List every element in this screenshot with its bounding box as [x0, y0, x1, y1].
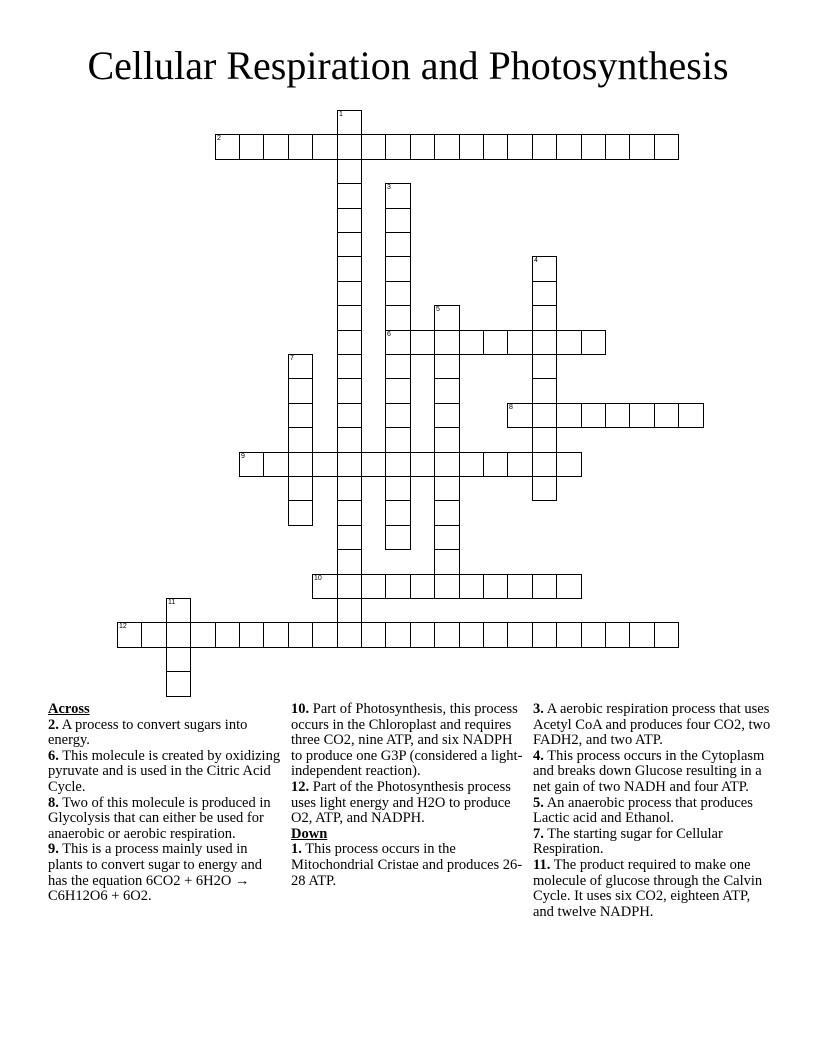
crossword-cell[interactable]: [312, 452, 338, 477]
down-heading: Down: [291, 825, 328, 842]
crossword-cell[interactable]: [337, 159, 362, 184]
clue-number: 10.: [291, 701, 310, 717]
crossword-cell[interactable]: [581, 330, 606, 355]
clue-across-10: [291, 702, 527, 780]
clue-across-9: [48, 842, 284, 904]
clue-down-11: [533, 858, 773, 920]
crossword-cell[interactable]: [337, 574, 362, 599]
crossword-cell[interactable]: [581, 134, 606, 160]
clue-number-label: 3: [387, 184, 391, 191]
crossword-cell[interactable]: [385, 256, 411, 282]
crossword-cell[interactable]: [288, 134, 313, 160]
crossword-cell[interactable]: [483, 452, 508, 477]
clue-number-label: 6: [387, 331, 391, 338]
crossword-cell[interactable]: [385, 525, 411, 550]
clue-text: Two of this molecule is produced in Glycolysis that can either be used for anaerobic or aerobic respiration.: [48, 794, 271, 842]
crossword-cell[interactable]: [483, 574, 508, 599]
crossword-cell[interactable]: [288, 452, 313, 477]
clue-text: This is a process mainly used in plants to convert sugar to energy and has the equation 6CO2 + 6H2O → C6H12O6 + 6O2.: [48, 841, 262, 905]
crossword-cell[interactable]: [532, 452, 557, 477]
crossword-cell[interactable]: [337, 330, 362, 355]
crossword-cell[interactable]: [507, 574, 533, 599]
crossword-cell[interactable]: [434, 378, 460, 404]
clue-number: 12.: [291, 778, 310, 795]
crossword-cell[interactable]: [288, 403, 313, 428]
crossword-cell[interactable]: [434, 525, 460, 550]
crossword-cell[interactable]: [410, 330, 435, 355]
crossword-cell[interactable]: [337, 305, 362, 331]
clue-number-label: 9: [241, 453, 245, 460]
crossword-cell[interactable]: [288, 476, 313, 501]
clue-number-label: 7: [290, 355, 294, 362]
crossword-cell[interactable]: [385, 427, 411, 453]
crossword-cell[interactable]: [385, 354, 411, 379]
crossword-cell[interactable]: [166, 622, 191, 648]
crossword-cell[interactable]: [532, 622, 557, 648]
clue-number-label: 1: [339, 111, 343, 118]
clue-number: 1.: [291, 841, 302, 858]
clue-down-7: [533, 827, 773, 858]
crossword-cell[interactable]: [337, 403, 362, 428]
crossword-cell[interactable]: [654, 403, 679, 428]
crossword-cell[interactable]: [532, 354, 557, 379]
crossword-cell[interactable]: [288, 427, 313, 453]
clue-number-label: 2: [217, 135, 221, 142]
crossword-cell[interactable]: [532, 403, 557, 428]
crossword-cell[interactable]: [483, 622, 508, 648]
clue-text: An anaerobic process that produces Lactic acid and Ethanol.: [533, 794, 753, 827]
crossword-cell[interactable]: [385, 476, 411, 501]
clue-number-label: 4: [534, 257, 538, 264]
crossword-cell[interactable]: [532, 281, 557, 306]
crossword-cell[interactable]: [532, 256, 557, 282]
crossword-cell[interactable]: [434, 476, 460, 501]
crossword-cell[interactable]: [532, 574, 557, 599]
crossword-cell[interactable]: [385, 208, 411, 233]
crossword-cell[interactable]: [507, 452, 533, 477]
crossword-cell[interactable]: [434, 305, 460, 331]
crossword-cell[interactable]: [678, 403, 704, 428]
crossword-cell[interactable]: [337, 427, 362, 453]
crossword-cell[interactable]: [337, 183, 362, 209]
crossword-cell[interactable]: [239, 452, 264, 477]
crossword-cell[interactable]: [337, 622, 362, 648]
crossword-cell[interactable]: [434, 622, 460, 648]
crossword-cell[interactable]: [532, 476, 557, 501]
crossword-cell[interactable]: [532, 134, 557, 160]
crossword-cell[interactable]: [385, 305, 411, 331]
crossword-cell[interactable]: [605, 622, 630, 648]
clue-number: 9.: [48, 841, 59, 858]
crossword-cell[interactable]: [385, 232, 411, 257]
clue-across-6: [48, 749, 284, 796]
crossword-cell[interactable]: [507, 622, 533, 648]
crossword-cell[interactable]: [361, 622, 386, 648]
crossword-cell[interactable]: [385, 183, 411, 209]
crossword-cell[interactable]: [141, 622, 167, 648]
clue-down-4: [533, 749, 773, 796]
crossword-cell[interactable]: [239, 622, 264, 648]
clue-across-12: [291, 780, 527, 827]
crossword-cell[interactable]: [532, 305, 557, 331]
crossword-cell[interactable]: [337, 354, 362, 379]
crossword-cell[interactable]: [410, 622, 435, 648]
crossword-cell[interactable]: [434, 427, 460, 453]
crossword-cell[interactable]: [410, 134, 435, 160]
crossword-cell[interactable]: [532, 427, 557, 453]
clue-text: Part of the Photosynthesis process uses light energy and H2O to produce O2, ATP, and NADPH.: [291, 778, 511, 827]
crossword-cell[interactable]: [556, 330, 582, 355]
clues-column-1: [48, 702, 284, 905]
crossword-cell[interactable]: [581, 403, 606, 428]
clue-number: 8.: [48, 794, 59, 811]
crossword-cell[interactable]: [215, 134, 240, 160]
crossword-cell[interactable]: [507, 403, 533, 428]
crossword-cell[interactable]: [385, 403, 411, 428]
crossword-cell[interactable]: [410, 574, 435, 599]
crossword-cell[interactable]: [337, 598, 362, 623]
crossword-cell[interactable]: [434, 549, 460, 575]
crossword-cell[interactable]: [581, 622, 606, 648]
crossword-cell[interactable]: [312, 134, 338, 160]
crossword-cell[interactable]: [459, 134, 484, 160]
crossword-cell[interactable]: [654, 134, 679, 160]
crossword-cell[interactable]: [532, 330, 557, 355]
crossword-cell[interactable]: [385, 622, 411, 648]
crossword-cell[interactable]: [459, 330, 484, 355]
clue-number: 4.: [533, 747, 544, 764]
crossword-cell[interactable]: [361, 574, 386, 599]
crossword-cell[interactable]: [263, 452, 289, 477]
crossword-cell[interactable]: [434, 500, 460, 526]
crossword-cell[interactable]: [337, 256, 362, 282]
clue-number-label: 11: [168, 599, 176, 606]
crossword-cell[interactable]: [288, 378, 313, 404]
crossword-cell[interactable]: [507, 330, 533, 355]
crossword-cell[interactable]: [459, 622, 484, 648]
clue-number-label: 12: [119, 623, 127, 630]
crossword-cell[interactable]: [337, 452, 362, 477]
crossword-cell[interactable]: [337, 476, 362, 501]
crossword-cell[interactable]: [459, 452, 484, 477]
crossword-cell[interactable]: [556, 403, 582, 428]
crossword-cell[interactable]: [288, 354, 313, 379]
crossword-cell[interactable]: [556, 452, 582, 477]
clue-text: A process to convert sugars into energy.: [48, 716, 248, 749]
crossword-cell[interactable]: [556, 622, 582, 648]
crossword-cell[interactable]: [361, 134, 386, 160]
clue-number: 5.: [533, 794, 544, 811]
crossword-cell[interactable]: [215, 622, 240, 648]
crossword-cell[interactable]: [654, 622, 679, 648]
crossword-cell[interactable]: [263, 622, 289, 648]
clue-down-5: [533, 796, 773, 827]
crossword-cell[interactable]: [166, 671, 191, 697]
clue-text: Part of Photosynthesis, this process occurs in the Chloroplast and requires three CO2, nine ATP, and six NADPH to produce one G3P (considered a light-independent reaction).: [291, 701, 523, 780]
crossword-cell[interactable]: [532, 378, 557, 404]
crossword-cell[interactable]: [385, 452, 411, 477]
crossword-cell[interactable]: [385, 574, 411, 599]
crossword-cell[interactable]: [483, 134, 508, 160]
crossword-cell[interactable]: [483, 330, 508, 355]
crossword-cell[interactable]: [337, 525, 362, 550]
crossword-cell[interactable]: [263, 134, 289, 160]
clue-number: 11.: [533, 856, 551, 873]
clue-number: 3.: [533, 701, 544, 717]
crossword-cell[interactable]: [337, 232, 362, 257]
clue-across-2: [48, 718, 284, 749]
crossword-cell[interactable]: [605, 134, 630, 160]
clue-number: 6.: [48, 747, 59, 764]
crossword-cell[interactable]: [385, 378, 411, 404]
crossword-cell[interactable]: [629, 622, 655, 648]
crossword-cell[interactable]: [337, 110, 362, 135]
across-heading: Across: [48, 701, 90, 717]
crossword-cell[interactable]: [312, 622, 338, 648]
clue-text: This process occurs in the Cytoplasm and breaks down Glucose resulting in a net gain of two NADH and four ATP.: [533, 747, 765, 795]
crossword-cell[interactable]: [166, 598, 191, 623]
crossword-cell[interactable]: [434, 134, 460, 160]
crossword-cell[interactable]: [434, 574, 460, 599]
crossword-cell[interactable]: [629, 403, 655, 428]
crossword-cell[interactable]: [166, 647, 191, 672]
crossword-cell[interactable]: [337, 281, 362, 306]
crossword-cell[interactable]: [385, 134, 411, 160]
clue-across-8: [48, 796, 284, 843]
crossword-cell[interactable]: [434, 354, 460, 379]
clue-down-3: [533, 702, 773, 749]
crossword-cell[interactable]: [507, 134, 533, 160]
crossword-cell[interactable]: [239, 134, 264, 160]
crossword-cell[interactable]: [190, 622, 216, 648]
crossword-cell[interactable]: [556, 134, 582, 160]
clue-text: This molecule is created by oxidizing pyruvate and is used in the Citric Acid Cycle.: [48, 747, 281, 795]
clues-column-2: [291, 702, 527, 889]
crossword-cell[interactable]: [385, 500, 411, 526]
crossword-cell[interactable]: [385, 330, 411, 355]
crossword-cell[interactable]: [434, 403, 460, 428]
clue-number: 7.: [533, 825, 544, 842]
clues-column-3: [533, 702, 773, 920]
clue-text: This process occurs in the Mitochondrial Cristae and produces 26-28 ATP.: [291, 841, 523, 889]
crossword-cell[interactable]: [385, 281, 411, 306]
crossword-cell[interactable]: [605, 403, 630, 428]
crossword-cell[interactable]: [556, 574, 582, 599]
crossword-cell[interactable]: [312, 574, 338, 599]
crossword-cell[interactable]: [337, 549, 362, 575]
crossword-cell[interactable]: [288, 500, 313, 526]
crossword-cell[interactable]: [434, 452, 460, 477]
crossword-cell[interactable]: [410, 452, 435, 477]
clue-text: A aerobic respiration process that uses Acetyl CoA and produces four CO2, two FADH2, and two ATP.: [533, 701, 771, 749]
clue-number-label: 5: [436, 306, 440, 313]
crossword-cell[interactable]: [361, 452, 386, 477]
crossword-cell[interactable]: [117, 622, 142, 648]
crossword-cell[interactable]: [337, 378, 362, 404]
page-title: Cellular Respiration and Photosynthesis: [87, 43, 729, 88]
crossword-cell[interactable]: [459, 574, 484, 599]
clue-number-label: 8: [509, 404, 513, 411]
clue-down-1: [291, 842, 527, 889]
crossword-cell[interactable]: [434, 330, 460, 355]
crossword-cell[interactable]: [629, 134, 655, 160]
crossword-cell[interactable]: [337, 134, 362, 160]
crossword-cell[interactable]: [337, 500, 362, 526]
crossword-cell[interactable]: [337, 208, 362, 233]
clue-text: The product required to make one molecule of glucose through the Calvin Cycle. It uses six CO2, eighteen ATP, and twelve NADPH.: [533, 856, 763, 920]
clue-number-label: 10: [314, 575, 322, 582]
clue-text: The starting sugar for Cellular Respiration.: [533, 825, 723, 858]
clue-number: 2.: [48, 716, 59, 733]
crossword-cell[interactable]: [288, 622, 313, 648]
